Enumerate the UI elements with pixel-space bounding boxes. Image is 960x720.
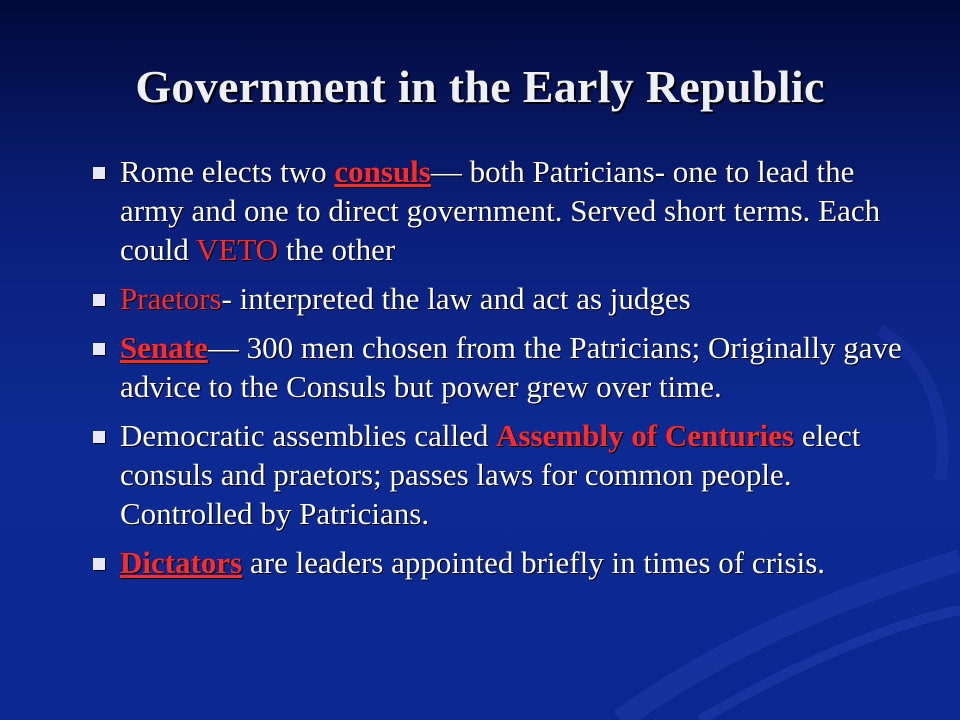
square-bullet-icon [93, 167, 105, 179]
term-assembly-of-centuries: Assembly of Centuries [496, 418, 795, 453]
slide-title: Government in the Early Republic [135, 61, 825, 112]
square-bullet-icon [93, 343, 105, 355]
bullet-text: the other [278, 232, 396, 267]
bullet-praetors [90, 279, 920, 318]
bullet-senate [90, 328, 920, 406]
square-bullet-icon [93, 294, 105, 306]
term-dictators: Dictators [120, 545, 243, 580]
bullet-text: Democratic assemblies called [120, 418, 497, 453]
term-senate: Senate [120, 330, 208, 365]
bullet-list [90, 152, 920, 592]
term-consuls: consuls [334, 154, 431, 189]
square-bullet-icon [93, 431, 105, 443]
bullet-text: - interpreted the law and act as judges [221, 281, 691, 316]
term-praetors: Praetors [120, 281, 222, 316]
bullet-text: — 300 men chosen from the Patricians; Originally gave advice to the Consuls but power grew over time. [120, 330, 902, 404]
bullet-text: are leaders appointed briefly in times of crisis. [242, 545, 826, 580]
bullet-text: Rome elects two [120, 154, 335, 189]
bullet-text: elect consuls and praetors; passes laws for common people. Controlled by Patricians. [120, 418, 861, 531]
term-veto: VETO [196, 232, 279, 267]
bullet-text: — both Patricians- one to lead the army and one to direct government. Served short terms. Each could [120, 154, 881, 267]
square-bullet-icon [93, 558, 105, 570]
bullet-consuls [90, 152, 920, 269]
bullet-assemblies [90, 416, 920, 533]
bullet-dictators [90, 543, 920, 582]
